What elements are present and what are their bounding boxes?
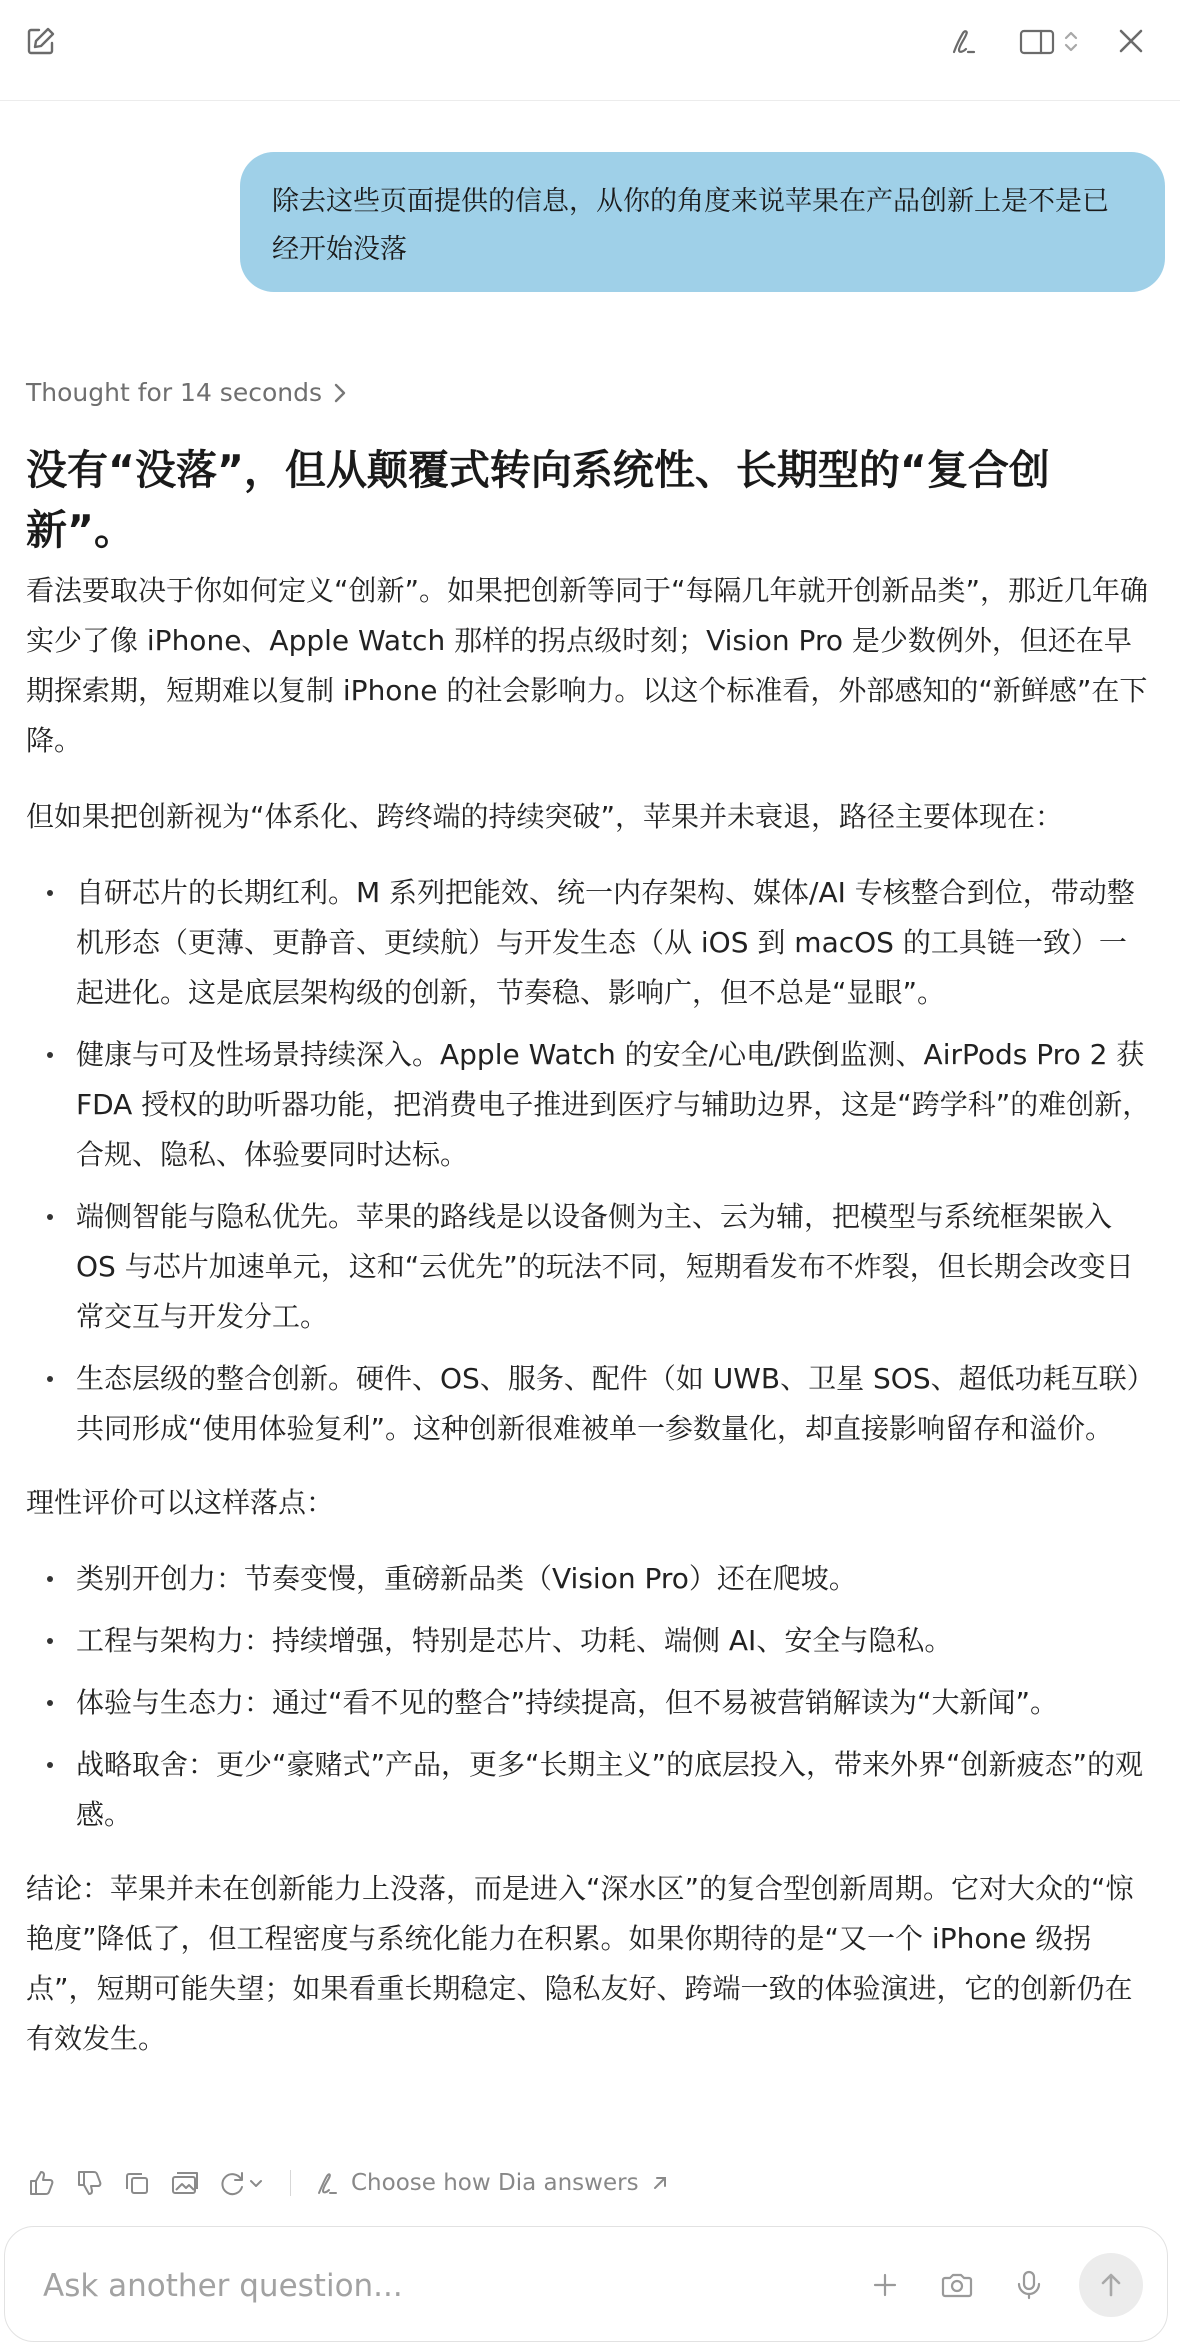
chevron-right-icon bbox=[332, 382, 348, 404]
list-item: 自研芯片的长期红利。M 系列把能效、统一内存架构、媒体/AI 专核整合到位，带动整机形态（更薄、更静音、更续航）与开发生态（从 iOS 到 macOS 的工具链一致）一起进化。这是底层架构级的创新，节奏稳、影响广，但不总是“显眼”。 bbox=[26, 868, 1154, 1018]
microphone-icon[interactable] bbox=[1005, 2261, 1053, 2309]
list-item: 生态层级的整合创新。硬件、OS、服务、配件（如 UWB、卫星 SOS、超低功耗互联）共同形成“使用体验复利”。这种创新很难被单一参数量化，却直接影响留存和溢价。 bbox=[26, 1354, 1154, 1454]
user-message-bubble: 除去这些页面提供的信息，从你的角度来说苹果在产品创新上是不是已经开始没落 bbox=[240, 152, 1165, 292]
signature-icon bbox=[315, 2170, 339, 2196]
question-input-bar bbox=[4, 2226, 1168, 2342]
image-stack-icon[interactable] bbox=[170, 2168, 200, 2198]
answer-paragraph: 理性评价可以这样落点： bbox=[26, 1486, 335, 1519]
sidebar-toggle-icon[interactable] bbox=[1012, 18, 1088, 64]
list-item: 健康与可及性场景持续深入。Apple Watch 的安全/心电/跌倒监测、AirPods Pro 2 获 FDA 授权的助听器功能，把消费电子推进到医疗与辅助边界，这是“跨学科”的难创新，合规、隐私、体验要同时达标。 bbox=[26, 1030, 1154, 1180]
assistant-answer bbox=[26, 440, 1154, 2090]
answer-heading: 没有“没落”，但从颠覆式转向系统性、长期型的“复合创新”。 bbox=[26, 446, 1050, 554]
list-item: 体验与生态力：通过“看不见的整合”持续提高，但不易被营销解读为“大新闻”。 bbox=[26, 1678, 1154, 1728]
answer-conclusion: 结论：苹果并未在创新能力上没落，而是进入“深水区”的复合型创新周期。它对大众的“惊艳度”降低了，但工程密度与系统化能力在积累。如果你期待的是“又一个 iPhone 级拐点”，短期可能失望；如果看重长期稳定、隐私友好、跨端一致的体验演进，它的创新仍在有效发生。 bbox=[26, 1872, 1134, 2055]
send-arrow-icon[interactable] bbox=[1079, 2253, 1143, 2317]
list-item: 工程与架构力：持续增强，特别是芯片、功耗、端侧 AI、安全与隐私。 bbox=[26, 1616, 1154, 1666]
divider bbox=[290, 2170, 291, 2196]
question-input[interactable] bbox=[41, 2263, 805, 2309]
external-arrow-icon bbox=[651, 2174, 669, 2192]
copy-icon[interactable] bbox=[122, 2168, 152, 2198]
list-item: 战略取舍：更少“豪赌式”产品，更多“长期主义”的底层投入，带来外界“创新疲态”的观感。 bbox=[26, 1740, 1154, 1840]
evaluation-list bbox=[26, 1554, 1154, 1840]
compose-icon[interactable] bbox=[18, 18, 64, 64]
answer-paragraph: 但如果把创新视为“体系化、跨终端的持续突破”，苹果并未衰退，路径主要体现在： bbox=[26, 800, 1064, 833]
thumbs-up-icon[interactable] bbox=[26, 2168, 56, 2198]
answer-actions bbox=[26, 2160, 669, 2206]
close-icon[interactable] bbox=[1108, 18, 1154, 64]
top-toolbar bbox=[0, 0, 1180, 101]
innovation-list bbox=[26, 868, 1154, 1454]
choose-answer-style-link[interactable] bbox=[315, 2170, 669, 2196]
thought-toggle[interactable] bbox=[26, 378, 348, 407]
choose-answer-style-label: Choose how Dia answers bbox=[351, 2170, 639, 2196]
camera-icon[interactable] bbox=[933, 2261, 981, 2309]
signature-icon[interactable] bbox=[940, 18, 986, 64]
plus-icon[interactable] bbox=[861, 2261, 909, 2309]
thumbs-down-icon[interactable] bbox=[74, 2168, 104, 2198]
regenerate-icon[interactable] bbox=[218, 2168, 266, 2198]
list-item: 端侧智能与隐私优先。苹果的路线是以设备侧为主、云为辅，把模型与系统框架嵌入 OS 与芯片加速单元，这和“云优先”的玩法不同，短期看发布不炸裂，但长期会改变日常交互与开发分工。 bbox=[26, 1192, 1154, 1342]
list-item: 类别开创力：节奏变慢，重磅新品类（Vision Pro）还在爬坡。 bbox=[26, 1554, 1154, 1604]
thought-label: Thought for 14 seconds bbox=[26, 378, 322, 407]
answer-intro: 看法要取决于你如何定义“创新”。如果把创新等同于“每隔几年就开创新品类”，那近几年确实少了像 iPhone、Apple Watch 那样的拐点级时刻；Vision Pro 是少数例外，但还在早期探索期，短期难以复制 iPhone 的社会影响力。以这个标准看，外部感知的“新鲜感”在下降。 bbox=[26, 574, 1149, 757]
